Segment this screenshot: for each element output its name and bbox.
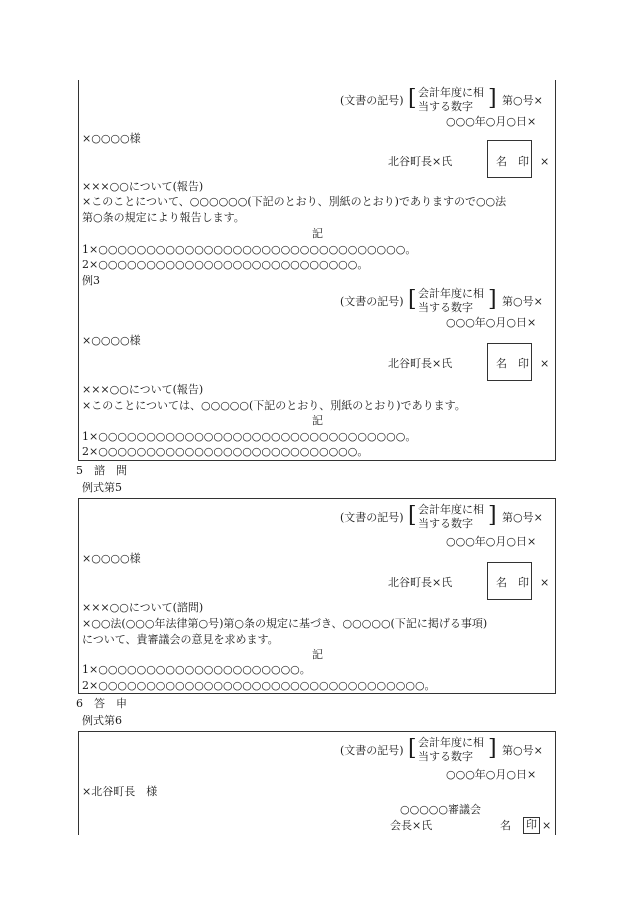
body-line: について、貴審議会の意見を求めます。: [82, 633, 279, 646]
doc-ref-box-line1: 会計年度に相: [418, 86, 484, 99]
seal-label: 名 印: [496, 357, 529, 370]
box1-bottom-border: [78, 460, 556, 461]
doc-ref-box-line1: 会計年度に相: [418, 503, 484, 516]
box4-left-border: [78, 731, 79, 835]
doc-ref-box-line2: 当する数字: [418, 100, 473, 113]
body-line: ×○○法(○○○年法律第○号)第○条の規定に基づき、○○○○○(下記に掲げる事項): [82, 617, 488, 630]
doc-ref: [340, 503, 555, 533]
doc-ref-box-line1: 会計年度に相: [418, 287, 484, 300]
doc-ref-bracket-close: ]: [488, 287, 497, 312]
doc-ref-bracket-open: [: [408, 86, 417, 111]
date: ○○○年○月○日×: [446, 115, 537, 128]
council-name: ○○○○○審議会: [400, 803, 481, 816]
doc-ref-box-line2: 当する数字: [418, 301, 473, 314]
stamp-suffix: ×: [542, 819, 552, 832]
addressee: ×北谷町長 様: [82, 785, 158, 798]
subject: ×××○○について(報告): [82, 383, 204, 396]
ki-heading: 記: [312, 414, 323, 427]
subject: ×××○○について(報告): [82, 180, 204, 193]
ki-heading: 記: [312, 648, 323, 661]
doc-ref-label: (文書の記号): [340, 94, 404, 107]
sender: 北谷町長×氏: [388, 357, 453, 370]
example-label: 例3: [82, 274, 100, 287]
list-item: 2×○○○○○○○○○○○○○○○○○○○○○○○○○○○。: [82, 445, 369, 458]
body-line: ×このことについて、○○○○○○(下記のとおり、別紙のとおり)でありますので○○法: [82, 195, 507, 208]
box4-right-border: [555, 731, 556, 835]
doc-ref-label: (文書の記号): [340, 744, 404, 757]
box3-top-border: [78, 498, 556, 499]
list-item: 2×○○○○○○○○○○○○○○○○○○○○○○○○○○○○○○○○○○。: [82, 679, 436, 692]
box3-bottom-border: [78, 693, 556, 694]
doc-ref-box-line1: 会計年度に相: [418, 736, 484, 749]
date: ○○○年○月○日×: [446, 768, 537, 781]
doc-ref-label: (文書の記号): [340, 295, 404, 308]
list-item: 2×○○○○○○○○○○○○○○○○○○○○○○○○○○○。: [82, 258, 369, 271]
addressee: ×○○○○様: [82, 334, 141, 347]
example-label: 例式第5: [82, 481, 122, 494]
box3-left-border: [78, 498, 79, 694]
date: ○○○年○月○日×: [446, 316, 537, 329]
section-heading: 6 答 申: [76, 697, 127, 710]
seal-suffix: ×: [540, 155, 550, 168]
seal-label: 名 印: [496, 155, 529, 168]
seal-suffix: ×: [540, 576, 550, 589]
addressee: ×○○○○様: [82, 132, 141, 145]
doc-ref-box-line2: 当する数字: [418, 750, 473, 763]
doc-ref-box-line2: 当する数字: [418, 517, 473, 530]
subject: ×××○○について(諮問): [82, 601, 204, 614]
list-item: 1×○○○○○○○○○○○○○○○○○○○○○○○○○○○○○○○○。: [82, 430, 417, 443]
doc-ref-suffix: 第○号×: [502, 511, 543, 524]
doc-ref-suffix: 第○号×: [502, 295, 543, 308]
sender: 北谷町長×氏: [388, 155, 453, 168]
doc-ref-bracket-close: ]: [488, 736, 497, 761]
doc-ref: [340, 86, 555, 116]
addressee: ×○○○○様: [82, 552, 141, 565]
doc-ref-suffix: 第○号×: [502, 744, 543, 757]
ki-heading: 記: [312, 227, 323, 240]
sender: 北谷町長×氏: [388, 576, 453, 589]
doc-ref-bracket-close: ]: [488, 503, 497, 528]
doc-ref-label: (文書の記号): [340, 511, 404, 524]
doc-ref-suffix: 第○号×: [502, 94, 543, 107]
seal-stamp: 印: [523, 817, 540, 834]
doc-ref-bracket-close: ]: [488, 86, 497, 111]
section-heading: 5 諮 問: [76, 464, 127, 477]
doc-ref-bracket-open: [: [408, 287, 417, 312]
body-line: ×このことについては、○○○○○(下記のとおり、別紙のとおり)であります。: [82, 399, 466, 412]
box1-right-border: [555, 80, 556, 461]
box1-left-border: [78, 80, 79, 461]
list-item: 1×○○○○○○○○○○○○○○○○○○○○○○○○○○○○○○○○。: [82, 243, 417, 256]
seal-suffix: ×: [540, 357, 550, 370]
example-label: 例式第6: [82, 714, 122, 727]
name-label: 名: [500, 819, 511, 832]
box3-right-border: [555, 498, 556, 694]
doc-ref-bracket-open: [: [408, 736, 417, 761]
box4-top-border: [78, 731, 556, 732]
doc-ref: [340, 287, 555, 317]
chair-name: 会長×氏: [390, 819, 433, 832]
list-item: 1×○○○○○○○○○○○○○○○○○○○○○。: [82, 663, 311, 676]
date: ○○○年○月○日×: [446, 535, 537, 548]
doc-ref-bracket-open: [: [408, 503, 417, 528]
doc-ref: [340, 736, 555, 766]
body-line: 第○条の規定により報告します。: [82, 211, 245, 224]
seal-label: 名 印: [496, 576, 529, 589]
